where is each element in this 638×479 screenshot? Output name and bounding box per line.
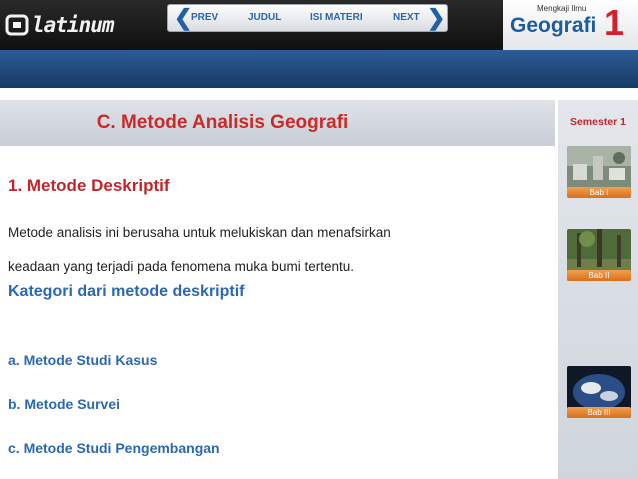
isi-materi-button[interactable]: ISI MATERI (310, 12, 363, 23)
chapter-number: 1 (604, 2, 625, 43)
subheading: 1. Metode Deskriptif (8, 176, 170, 195)
logo-mark-icon (4, 12, 30, 38)
paragraph-line-1: Metode analisis ini berusaha untuk melukiskan dan menafsirkan (8, 225, 391, 240)
list-item: c. Metode Studi Pengembangan (8, 440, 220, 456)
kategori-heading: Kategori dari metode deskriptif (8, 283, 245, 300)
section-header (0, 100, 555, 146)
judul-button[interactable]: JUDUL (248, 12, 282, 23)
chapter-label: Bab III (567, 407, 631, 418)
chevron-left-icon[interactable]: ❮ (174, 5, 193, 30)
nav-bar (167, 4, 448, 32)
paragraph-line-2: keadaan yang terjadi pada fenomena muka bumi tertentu. (8, 259, 354, 274)
chapter-thumb-bab-1[interactable] (567, 146, 631, 198)
list-item: a. Metode Studi Kasus (8, 352, 158, 368)
section-title: C. Metode Analisis Geografi (96, 112, 349, 133)
semester-label: Semester 1 (569, 116, 627, 128)
header-band (0, 50, 638, 88)
app-logo (4, 10, 114, 40)
chapter-label: Bab I (567, 187, 631, 198)
chevron-right-icon[interactable]: ❯ (427, 5, 446, 30)
next-button[interactable]: NEXT (393, 12, 420, 23)
chapter-thumb-bab-2[interactable] (567, 229, 631, 281)
subject-title: Geografi (510, 14, 597, 37)
top-bar (0, 0, 638, 50)
subject-caption: Mengkaji Ilmu (537, 4, 587, 13)
logo-text: latinum (32, 13, 114, 37)
chapter-thumb-bab-3[interactable] (567, 366, 631, 418)
prev-button[interactable]: PREV (191, 12, 219, 23)
chapter-label: Bab II (567, 270, 631, 281)
list-item: b. Metode Survei (8, 396, 121, 412)
